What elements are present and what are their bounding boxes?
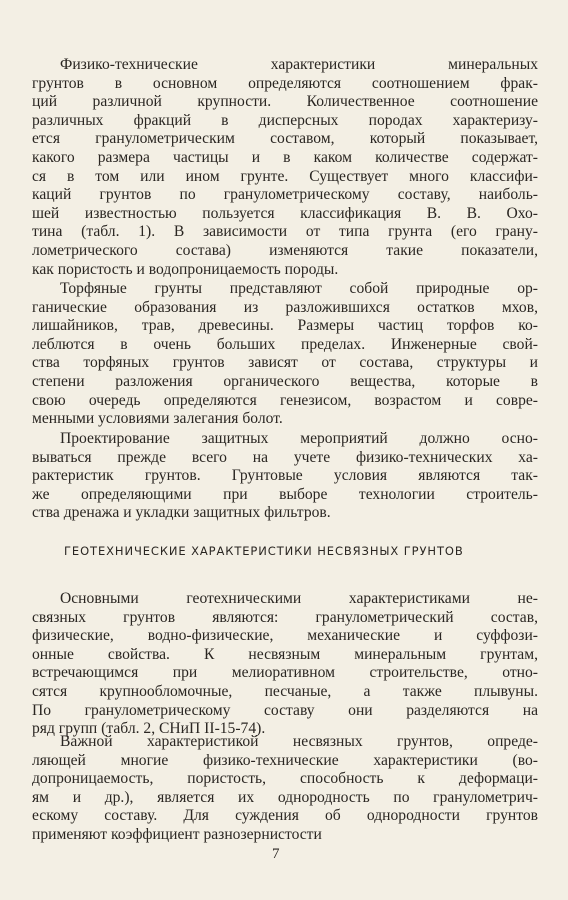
text-line: какого размера частицы и в каком количестве содержат- [32, 148, 538, 166]
text-line: ства дренажа и укладки защитных фильтров. [32, 504, 331, 522]
text-line: тина (табл. 1). В зависимости от типа грунта (его грану- [32, 223, 538, 241]
text-line: каций грунтов по гранулометрическому составу, наиболь- [32, 186, 538, 204]
text-line: лометрического состава) изменяются такие показатели, [32, 241, 538, 259]
text-line: рактеристик грунтов. Грунтовые условия являются так- [32, 467, 538, 485]
text-line: допроницаемость, пористость, способность к деформаци- [32, 770, 538, 788]
text-line: Проектирование защитных мероприятий должно осно- [60, 430, 538, 447]
text-line: лишайников, трав, древесины. Размеры частиц торфов ко- [32, 317, 538, 335]
text-line: различных фракций в дисперсных породах характеризу- [32, 111, 538, 129]
text-line: ряд групп (табл. 2, СНиП II-15-74). [32, 720, 266, 738]
text-line: ся в том или ином грунте. Существует много классифи- [32, 167, 538, 185]
text-line: По гранулометрическому составу они разделяются на [32, 701, 538, 719]
text-line: онные свойства. К несвязным минеральным грунтам, [32, 645, 538, 663]
paragraph-geotechnical-characteristics [32, 590, 538, 739]
text-line: Торфяные грунты представляют собой природные ор- [60, 280, 538, 297]
paragraph-peat-soils [32, 280, 538, 429]
text-line: связных грунтов являются: гранулометрический состав, [32, 608, 538, 626]
text-line: Основными геотехническими характеристиками не- [60, 590, 538, 607]
text-line: ляющей многие физико-технические характеристики (во- [32, 751, 538, 769]
text-line: Физико-технические характеристики минеральных [60, 56, 538, 73]
text-line: ям и др.), является их однородность по гранулометрич- [32, 788, 538, 806]
text-line: встречающимся при мелиоративном строительстве, отно- [32, 664, 538, 682]
text-line: же определяющими при выборе технологии строитель- [32, 485, 538, 503]
section-heading: ГЕОТЕХНИЧЕСКИЕ ХАРАКТЕРИСТИКИ НЕСВЯЗНЫХ ГРУНТОВ [64, 544, 464, 558]
text-line: Важной характеристикой несвязных грунтов, опреде- [60, 733, 538, 750]
text-line: ется гранулометрическим составом, который показывает, [32, 130, 538, 148]
page-number: 7 [272, 846, 280, 862]
text-line: свою очередь определяются генезисом, возрастом и совре- [32, 391, 538, 409]
text-line: как пористость и водопроницаемость породы. [32, 260, 339, 278]
text-line: степени разложения органического вещества, которые в [32, 372, 538, 390]
text-line: ескому составу. Для суждения об однородности грунтов [32, 807, 538, 825]
text-line: физические, водно-физические, механические и суффози- [32, 627, 538, 645]
text-line: менными условиями залегания болот. [32, 410, 283, 428]
paragraph-uniformity [32, 733, 538, 845]
text-line: ства торфяных грунтов зависят от состава, структуры и [32, 354, 538, 372]
text-line: шей известностью пользуется классификация В. В. Охо- [32, 204, 538, 222]
text-line: ций различной крупности. Количественное соотношение [32, 93, 538, 111]
text-line: вываться прежде всего на учете физико-технических ха- [32, 448, 538, 466]
paragraph-protective-measures [32, 430, 538, 523]
text-line: ганические образования из разложившихся остатков мхов, [32, 298, 538, 316]
text-line: применяют коэффициент разнозернистости [32, 825, 322, 843]
paragraph-soil-characteristics [32, 56, 538, 279]
text-line: леблются в очень больших пределах. Инженерные свой- [32, 335, 538, 353]
text-line: сятся крупнообломочные, песчаные, а также плывуны. [32, 682, 538, 700]
text-line: грунтов в основном определяются соотношением фрак- [32, 74, 538, 92]
